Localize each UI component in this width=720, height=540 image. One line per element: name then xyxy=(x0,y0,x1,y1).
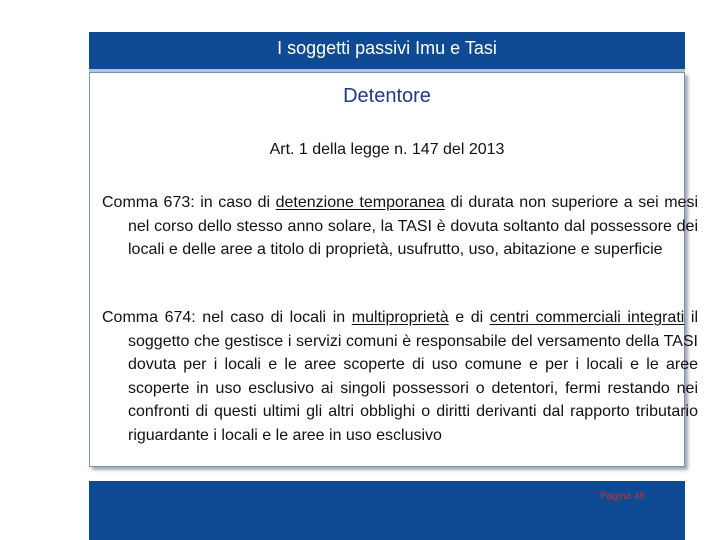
para2-text-2: e di xyxy=(448,309,490,326)
footer-bar xyxy=(89,481,685,540)
paragraph-comma-673 xyxy=(102,191,698,262)
header-bar xyxy=(89,32,685,72)
slide-title: I soggetti passivi Imu e Tasi xyxy=(277,38,497,58)
para2-text-3: il soggetto che gestisce i servizi comuni è responsabile del versamento della TASI dovuta per i locali e le aree scoperte di uso comune e per i locali e le aree scoperte in uso esclusivo ai singoli possessori o detentori, fermi restando nei confronti di questi ultimi gli altri obblighi o diritti derivanti dal rapporto tributario riguardante i locali e le aree in uso esclusivo xyxy=(128,309,699,444)
section-subtitle: Detentore xyxy=(343,85,431,107)
paragraph-comma-674 xyxy=(102,306,698,447)
page-number: Pagina 48 xyxy=(599,491,645,502)
para2-text-1: Comma 674: nel caso di locali in xyxy=(102,309,352,326)
para1-text-1: Comma 673: in caso di xyxy=(102,194,276,211)
para1-text-2: di durata non superiore a sei mesi nel corso dello stesso anno solare, la TASI è dovuta soltanto dal possessore dei locali e delle aree a titolo di proprietà, usufrutto, uso, abitazione e superficie xyxy=(128,194,699,258)
article-reference: Art. 1 della legge n. 147 del 2013 xyxy=(269,141,505,158)
para2-underlined-1: multiproprietà xyxy=(351,309,449,326)
para1-underlined-1: detenzione temporanea xyxy=(275,194,445,211)
content-box xyxy=(89,72,699,467)
para2-underlined-2: centri commerciali integrati xyxy=(489,309,685,326)
